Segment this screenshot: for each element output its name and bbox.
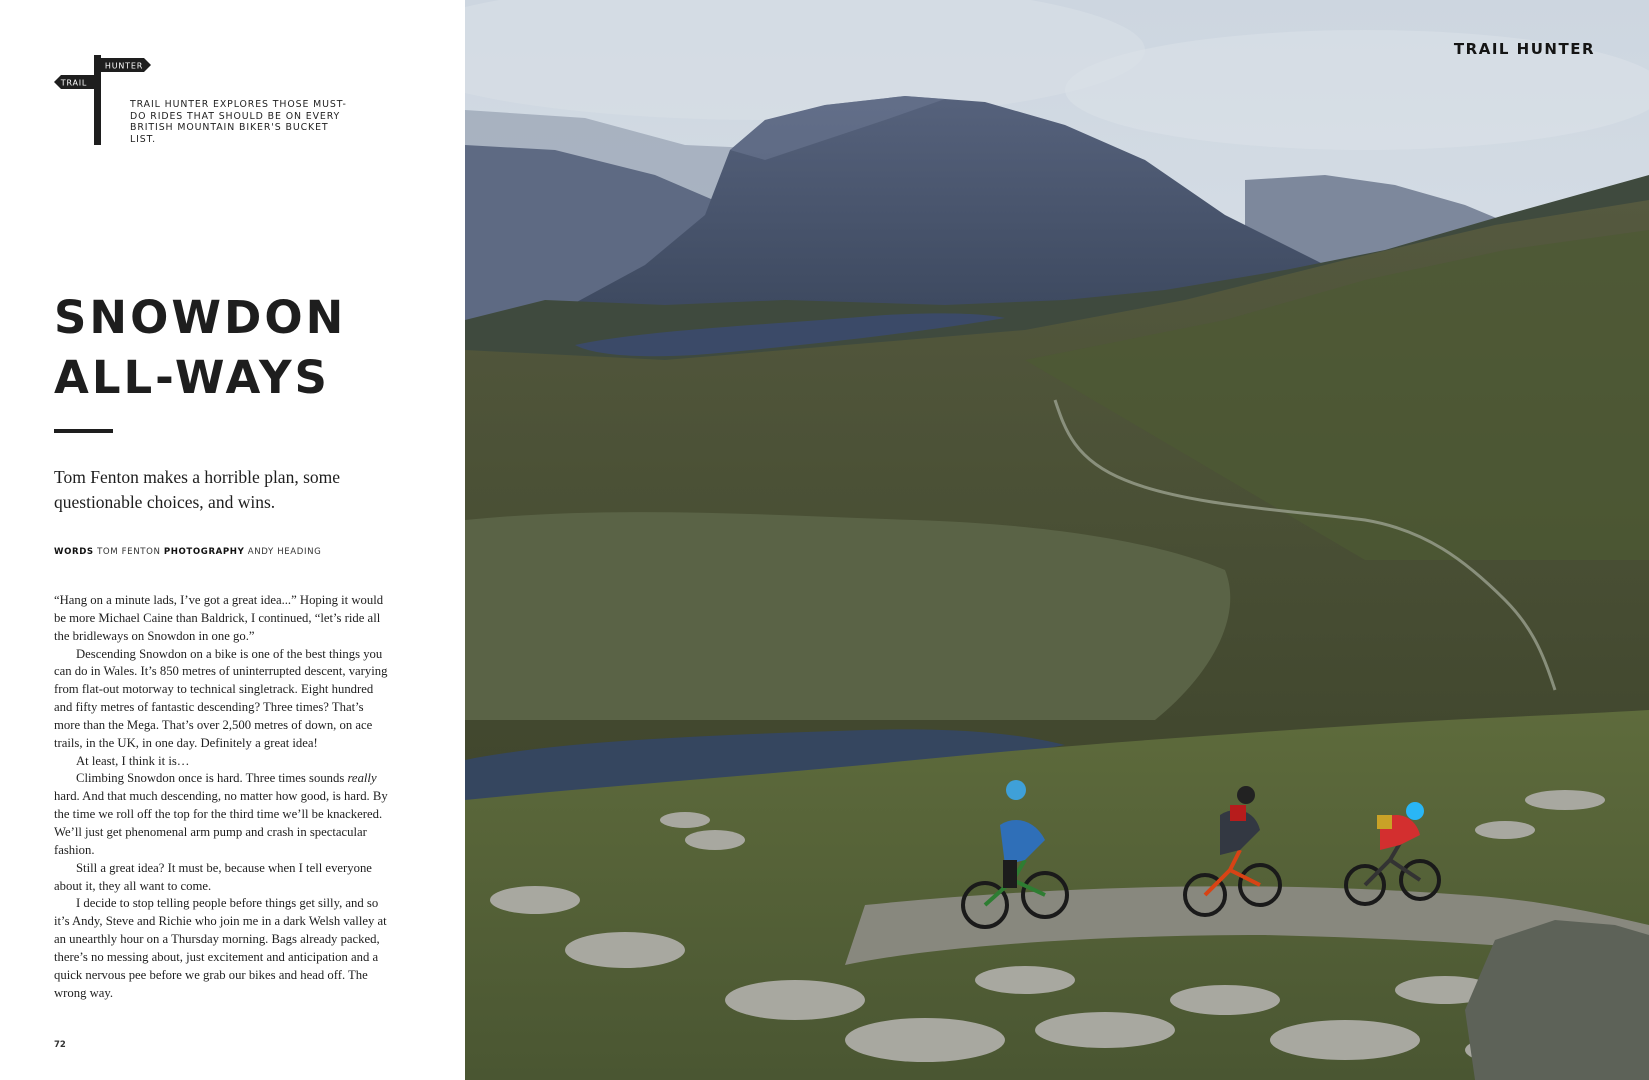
standfirst: Tom Fenton makes a horrible plan, some questionable choices, and wins. bbox=[54, 467, 341, 512]
paragraph-4-emphasis: really bbox=[347, 771, 377, 786]
section-label: TRAIL HUNTER bbox=[1453, 40, 1595, 58]
body-paragraph-3: At least, I think it is… bbox=[76, 753, 190, 768]
mountain-landscape-photo bbox=[465, 0, 1649, 1080]
page-number: 72 bbox=[54, 1040, 66, 1050]
title-line-2: ALL-WAYS bbox=[54, 351, 330, 404]
paragraph-4-start: Climbing Snowdon once is hard. Three times sounds bbox=[76, 771, 348, 786]
paragraph-4-end: hard. And that much descending, no matter how good, is hard. By the time we roll off the top for the third time we’ll be knackered. We’ll just get phenomenal arm pump and crash in spectacular fashion. bbox=[54, 789, 388, 857]
sign-top-label: HUNTER bbox=[104, 61, 144, 71]
article-credits bbox=[54, 547, 321, 557]
photography-name: ANDY HEADING bbox=[247, 547, 322, 557]
photography-label: PHOTOGRAPHY bbox=[163, 547, 245, 557]
title-line-1: SNOWDON bbox=[54, 291, 347, 344]
sign-bottom-label: TRAIL bbox=[60, 78, 88, 88]
words-label: WORDS bbox=[54, 547, 94, 557]
body-paragraph-1: “Hang on a minute lads, I’ve got a great idea...” Hoping it would be more Michael Caine than Baldrick, I continued, “let’s ride all the bridleways on Snowdon in one go.” bbox=[54, 593, 384, 643]
series-description: TRAIL HUNTER EXPLORES THOSE MUST-DO RIDES THAT SHOULD BE ON EVERY BRITISH MOUNTAIN BIKER'S BUCKET LIST. bbox=[130, 99, 347, 145]
article-title bbox=[54, 288, 346, 408]
body-paragraph-2: Descending Snowdon on a bike is one of the best things you can do in Wales. It’s 850 metres of uninterrupted descent, varying from flat-out motorway to technical singletrack. Eight hundred and fifty metres of fantastic descending? Three times? That’s more than the Mega. That’s over 2,500 metres of down, on ace trails, in the UK, in one day. Definitely a great idea! bbox=[54, 646, 388, 750]
body-paragraph-4 bbox=[54, 770, 389, 859]
words-name: TOM FENTON bbox=[97, 547, 161, 557]
left-page bbox=[0, 0, 465, 1080]
article-body bbox=[54, 592, 389, 1002]
body-paragraph-6: I decide to stop telling people before things get silly, and so it’s Andy, Steve and Richie who join me in a dark Welsh valley at an unearthly hour on a Thursday morning. Bags already packed, there’s no messing about, just excitement and anticipation and a quick nervous pee before we grab our bikes and head off. The wrong way. bbox=[54, 896, 387, 1000]
body-paragraph-5: Still a great idea? It must be, because when I tell everyone about it, they all want to come. bbox=[54, 860, 372, 893]
mid-moor bbox=[465, 512, 1230, 720]
hero-photo bbox=[465, 0, 1649, 1080]
title-rule bbox=[54, 429, 113, 433]
